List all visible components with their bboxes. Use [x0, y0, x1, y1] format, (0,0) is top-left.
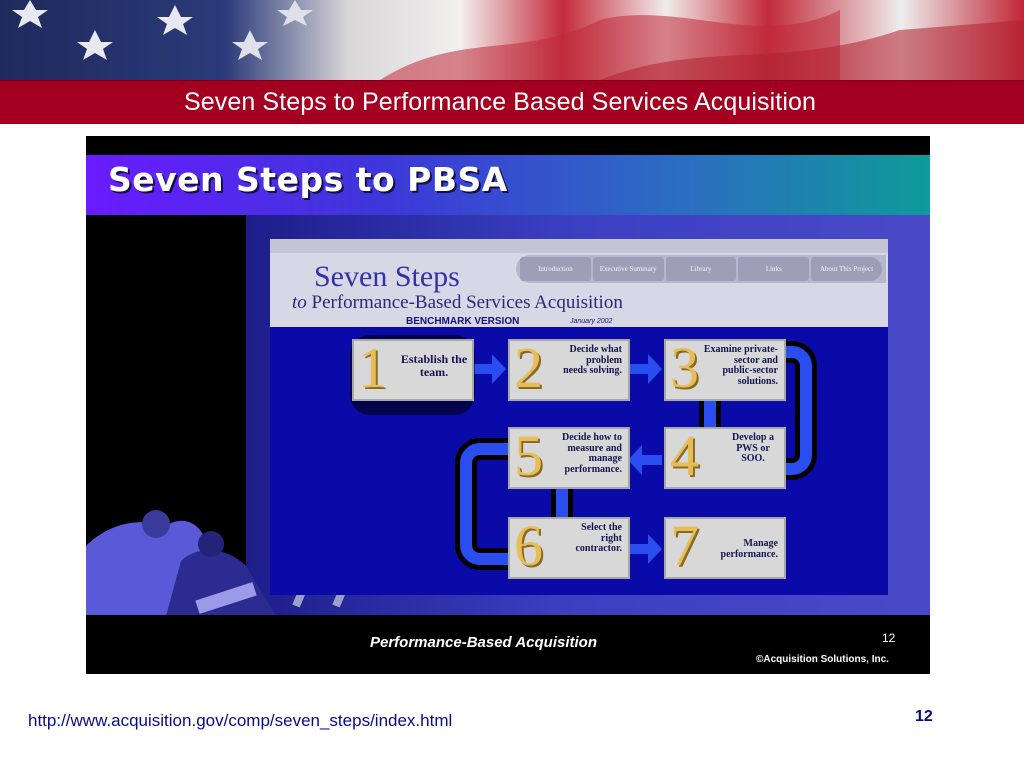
step-2-label: Decide what problem needs solving.: [563, 344, 622, 376]
flag-banner: [0, 0, 1024, 80]
step-6-number: 6: [514, 513, 543, 578]
step-4-number: 4: [670, 423, 699, 488]
step-5-label: Decide how to measure and manage performance.: [562, 432, 622, 475]
step-7: [664, 513, 786, 579]
step-3-number: 3: [670, 335, 699, 400]
step-2-number: 2: [514, 335, 543, 400]
step-4: [664, 423, 786, 489]
source-link[interactable]: http://www.acquisition.gov/comp/seven_steps/index.html: [28, 711, 453, 730]
step-1: [352, 335, 474, 401]
embedded-slide-image: [86, 136, 930, 674]
website-date: January 2002: [570, 318, 613, 325]
step-5-number: 5: [514, 423, 543, 488]
step-6: [508, 513, 630, 579]
website-subtitle-prefix: to: [292, 292, 307, 313]
website-benchmark: BENCHMARK VERSION: [406, 316, 520, 327]
embedded-slide-title: Seven Steps to PBSA: [108, 160, 508, 199]
step-5: [508, 423, 630, 489]
page-number: 12: [915, 708, 933, 725]
nav-tab-library: Library: [666, 257, 737, 281]
nav-tab-about-this-project: About This Project: [811, 257, 882, 281]
website-title: Seven Steps: [314, 260, 460, 293]
step-3-label: Examine private-sector and public-sector solutions.: [703, 344, 778, 387]
step-3: [664, 335, 786, 401]
embedded-footer-text: Performance-Based Acquisition: [370, 634, 597, 651]
embedded-footer-copyright: ©Acquisition Solutions, Inc.: [756, 654, 889, 665]
flag-stars-image: [0, 0, 1024, 80]
website-screenshot: [270, 239, 888, 595]
embedded-footer-page: 12: [882, 631, 896, 645]
slide-title: Seven Steps to Performance Based Services Acquisition: [183, 88, 817, 116]
step-1-number: 1: [358, 335, 387, 400]
nav-tab-links: Links: [738, 257, 809, 281]
step-1-label: Establish the team.: [400, 352, 468, 379]
nav-tab-introduction: Introduction: [520, 257, 591, 281]
website-subtitle-text: Performance-Based Services Acquisition: [311, 292, 623, 313]
step-4-label: Develop a PWS or SOO.: [732, 432, 774, 464]
step-7-label: Manage performance.: [720, 538, 778, 560]
step-7-number: 7: [670, 513, 699, 578]
step-2: [508, 335, 630, 401]
step-6-label: Select the right contractor.: [575, 522, 622, 554]
nav-tab-executive-summary: Executive Summary: [593, 257, 664, 281]
